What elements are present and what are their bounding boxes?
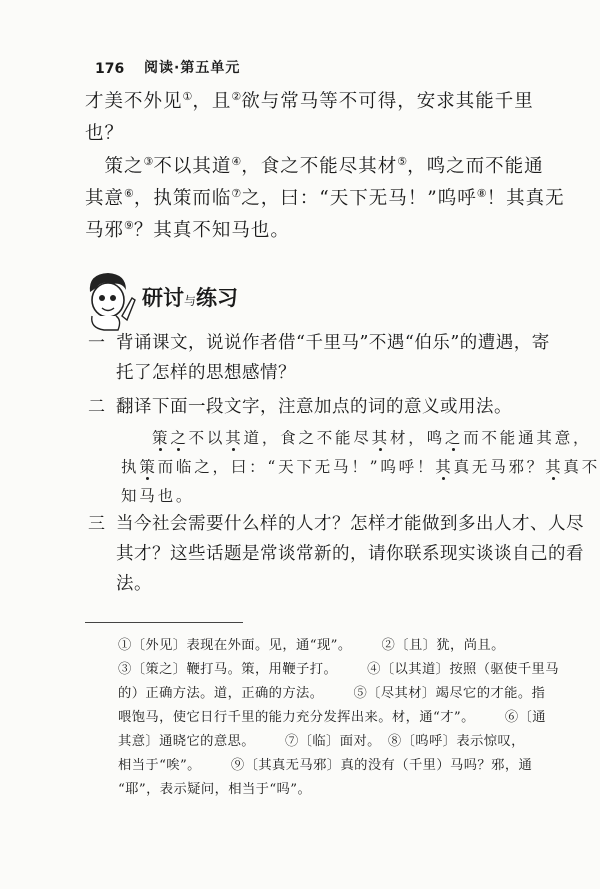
text: 马邪 (85, 220, 125, 241)
emphasized-word: 其 (545, 458, 564, 476)
emphasized-word: 其 (435, 458, 454, 476)
exercise-text: 背诵课文，说说作者借“千里马”不遇“伯乐”的遭遇，寄 (116, 333, 550, 353)
text: 不以 (188, 429, 226, 447)
text: ！其真无 (486, 188, 565, 209)
exercise-number: 三 (88, 514, 105, 534)
text: 策之 (85, 156, 144, 177)
text: 而临之，曰：“天下无马！”呜呼！ (157, 458, 436, 476)
footnote-ref: ⑧ (476, 187, 487, 200)
footnote-line (118, 637, 505, 655)
text: ⑥〔通 (504, 710, 546, 725)
text: 其意 (85, 188, 125, 209)
footnote-ref: ① (182, 90, 193, 103)
text: 真无马邪？ (453, 458, 546, 476)
text: 其意〕通晓它的意思。 (118, 734, 255, 749)
exercise-text: 法。 (116, 574, 152, 594)
running-header: 阅读·第五单元 (144, 60, 241, 76)
text: 研讨 (142, 286, 184, 310)
passage-line (85, 90, 534, 114)
text: ，食之不能尽其材 (241, 156, 398, 177)
footnote-ref: ② (231, 90, 242, 103)
quoted-passage-line (121, 486, 194, 506)
footnote-line (118, 733, 525, 751)
text: ，执策而临 (133, 188, 232, 209)
text: ，且 (192, 91, 232, 112)
text: ⑦〔临〕面对。 ⑧〔呜呼〕表示惊叹， (284, 734, 525, 749)
text: “耶”，表示疑问，相当于“吗”。 (118, 782, 312, 797)
footnote-ref: ③ (143, 155, 154, 168)
text: ②〔且〕犹，尚且。 (381, 638, 505, 653)
exercise-number: 一 (88, 333, 105, 353)
text: 之，曰：“天下无马！”呜呼 (241, 188, 477, 209)
footnote-ref: ④ (231, 155, 242, 168)
text: 练习 (196, 286, 239, 310)
footnote-line (118, 709, 546, 727)
text: 欲与常马等不可得，安求其能千里 (241, 91, 534, 112)
text: ④〔以其道〕按照（驱使千里马 (367, 662, 559, 677)
text: ③〔策之〕鞭打马。策，用鞭子打。 (118, 662, 338, 677)
text: 材，鸣 (389, 429, 445, 447)
passage-line (85, 219, 290, 243)
text: ⑤〔尽其材〕竭尽它的才能。指 (353, 686, 546, 701)
emphasized-word: 之 (444, 429, 464, 447)
exercise-number: 二 (88, 397, 105, 417)
emphasized-word: 策 (152, 429, 171, 447)
text: 执 (121, 458, 140, 476)
emphasized-word: 其 (371, 429, 390, 447)
footnote-ref: ⑦ (231, 187, 242, 200)
text: 的）正确方法。道，正确的方法。 (118, 686, 324, 701)
cartoon-boy-pointing-icon (82, 270, 138, 332)
exercise-text: 托了怎样的思想感情？ (116, 363, 296, 383)
text: ①〔外见〕表现在外面。见，通“现”。 (118, 638, 352, 653)
text: 真不 (563, 458, 600, 476)
quoted-passage-line (121, 457, 600, 477)
footnote-line (118, 757, 532, 775)
exercise-text: 当今社会需要什么样的人才？怎样才能做到多出人才、人尽 (116, 514, 584, 534)
text: 知马也。 (121, 487, 195, 505)
text: 也？ (85, 123, 125, 144)
text: 喂饱马，使它日行千里的能力充分发挥出来。材，通“才”。 (118, 710, 475, 725)
footnote-ref: ⑨ (124, 219, 134, 232)
passage-line (85, 155, 544, 179)
footnote-ref: ⑤ (397, 155, 408, 168)
emphasized-word: 其 (225, 429, 244, 447)
text: ？其真不知马也。 (133, 220, 290, 241)
page-number: 176 (95, 61, 125, 77)
text: 相当于“唉”。 (118, 758, 201, 773)
emphasized-word: 之 (170, 429, 189, 447)
exercise-text: 其才？这些话题是常谈常新的，请你联系现实谈谈自己的看 (116, 544, 584, 564)
passage-line (85, 122, 124, 146)
passage-line (85, 187, 565, 211)
text: 才美不外见 (85, 91, 183, 112)
text: 不以其道 (153, 156, 232, 177)
emphasized-word: 策 (139, 458, 158, 476)
quoted-passage-line (152, 428, 591, 448)
footnote-line (118, 685, 545, 703)
text: ⑨〔其真无马邪〕真的没有（千里）马吗？邪，通 (230, 758, 533, 773)
footnote-line (118, 661, 559, 679)
footnote-line (118, 781, 311, 799)
footnote-divider (85, 622, 243, 623)
footnote-ref: ⑥ (124, 187, 134, 200)
exercise-text: 翻译下面一段文字，注意加点的词的意义或用法。 (116, 397, 512, 417)
text: ，鸣之而不能通 (407, 156, 544, 177)
text: 与 (184, 294, 197, 308)
text: 道，食之不能尽 (243, 429, 372, 447)
section-title (142, 285, 238, 314)
text: 而不能通其意， (463, 429, 592, 447)
